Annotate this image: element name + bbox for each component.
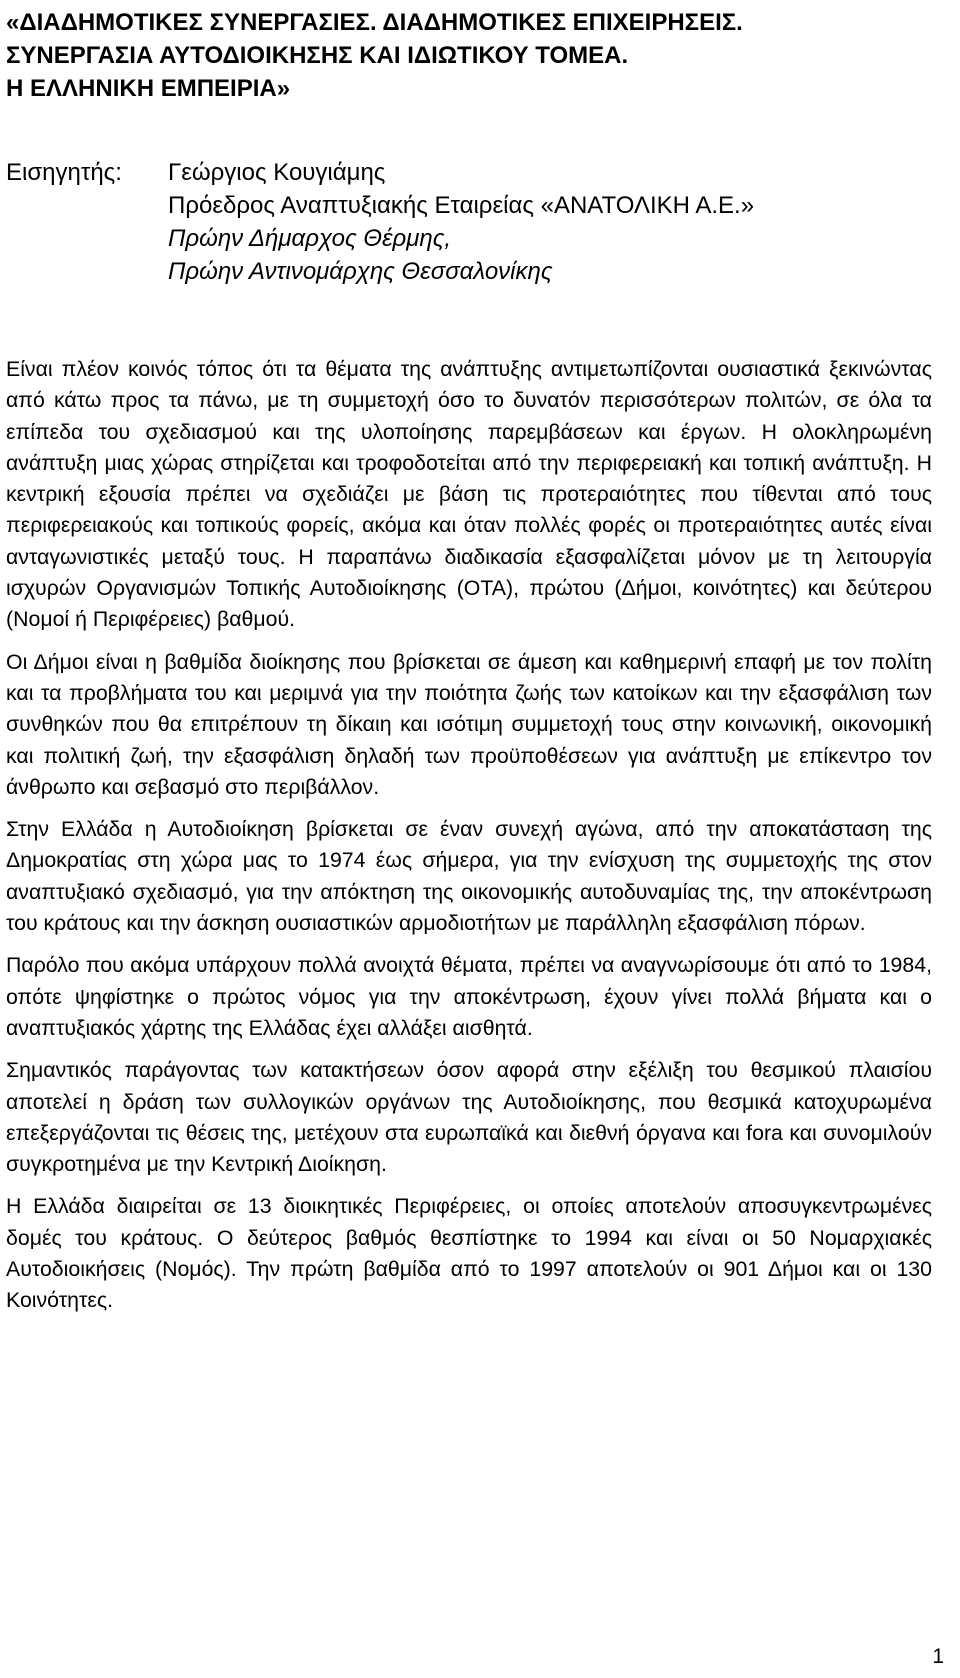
title-line-2: ΣΥΝΕΡΓΑΣΙΑ ΑΥΤΟΔΙΟΙΚΗΣΗΣ ΚΑΙ ΙΔΙΩΤΙΚΟΥ ΤΟΜΕΑ. — [6, 42, 629, 69]
title-line-1: «ΔΙΑΔΗΜΟΤΙΚΕΣ ΣΥΝΕΡΓΑΣΙΕΣ. ΔΙΑΔΗΜΟΤΙΚΕΣ ΕΠΙΧΕΙΡΗΣΕΙΣ. — [6, 9, 743, 36]
title-line-3: Η ΕΛΛΗΝΙΚΗ ΕΜΠΕΙΡΙΑ» — [6, 75, 291, 102]
document-title — [6, 6, 946, 105]
document-body — [6, 354, 932, 1328]
paragraph: Παρόλο που ακόμα υπάρχουν πολλά ανοιχτά θέματα, πρέπει να αναγνωρίσουμε ότι από το 1984, οπότε ψηφίστηκε ο πρώτος νόμος για την αποκέντρωση, έχουν γίνει πολλά βήματα και ο αναπτυξιακός χάρτης της Ελλάδας έχει αλλάξει αισθητά. — [6, 953, 932, 1040]
speaker-role-1: Πρόεδρος Αναπτυξιακής Εταιρείας «ΑΝΑΤΟΛΙΚΗ Α.Ε.» — [168, 192, 755, 219]
speaker-role-2: Πρώην Δήμαρχος Θέρμης, — [168, 225, 452, 252]
paragraph: Σημαντικός παράγοντας των κατακτήσεων όσον αφορά στην εξέλιξη του θεσμικού πλαισίου αποτελεί η δράση των συλλογικών οργάνων της Αυτοδιοίκησης, που θεσμικά κατοχυρωμένα επεξεργάζονται τις θέσεις της, μετέχουν στα ευρωπαϊκά και διεθνή όργανα και fora και συνομιλούν συγκροτημένα με την Κεντρική Διοίκηση. — [6, 1058, 932, 1177]
speaker-role-3: Πρώην Αντινομάρχης Θεσσαλονίκης — [168, 258, 553, 285]
paragraph: Οι Δήμοι είναι η βαθμίδα διοίκησης που βρίσκεται σε άμεση και καθημερινή επαφή με τον πολίτη και τα προβλήματα του και μεριμνά για την ποιότητα ζωής των κατοίκων και την εξασφάλιση των συνθηκών που θα επιτρέπουν τη δίκαιη και ισότιμη συμμετοχή τους στην κοινωνική, οικονομική και πολιτική ζωή, την εξασφάλιση δηλαδή των προϋποθέσεων για ανάπτυξη με επίκεντρο τον άνθρωπο και σεβασμό στο περιβάλλον. — [6, 649, 932, 799]
paragraph: Είναι πλέον κοινός τόπος ότι τα θέματα της ανάπτυξης αντιμετωπίζονται ουσιαστικά ξεκινώντας από κάτω προς τα πάνω, με τη συμμετοχή όσο το δυνατόν περισσότερων πολιτών, σε όλα τα επίπεδα του σχεδιασμού και της υλοποίησης παρεμβάσεων και έργων. Η ολοκληρωμένη ανάπτυξη μιας χώρας στηρίζεται και τροφοδοτείται από την περιφερειακή και τοπική ανάπτυξη. Η κεντρική εξουσία πρέπει να σχεδιάζει με βάση τις προτεραιότητες που τίθενται από τους περιφερειακούς και τοπικούς φορείς, ακόμα και όταν πολλές φορές οι προτεραιότητες αυτές είναι ανταγωνιστικές μεταξύ τους. Η παραπάνω διαδικασία εξασφαλίζεται μόνον με τη λειτουργία ισχυρών Οργανισμών Τοπικής Αυτοδιοίκησης (ΟΤΑ), πρώτου (Δήμοι, κοινότητες) και δεύτερου (Νομοί ή Περιφέρειες) βαθμού. — [6, 357, 932, 632]
page-number: 1 — [932, 1645, 944, 1668]
speaker-label: Εισηγητής: — [6, 159, 122, 186]
speaker-name: Γεώργιος Κουγιάμης — [168, 159, 386, 186]
paragraph: Στην Ελλάδα η Αυτοδιοίκηση βρίσκεται σε έναν συνεχή αγώνα, από την αποκατάσταση της Δημοκρατίας στη χώρα μας το 1974 έως σήμερα, για την ενίσχυση της συμμετοχής της στον αναπτυξιακό σχεδιασμό, για την απόκτηση της οικονομικής αυτοδυναμίας της, την αποκέντρωση του κράτους και την άσκηση ουσιαστικών αρμοδιοτήτων με παράλληλη εξασφάλιση πόρων. — [6, 817, 932, 936]
speaker-details — [168, 156, 948, 288]
paragraph: Η Ελλάδα διαιρείται σε 13 διοικητικές Περιφέρειες, οι οποίες αποτελούν αποσυγκεντρωμένες δομές του κράτους. Ο δεύτερος βαθμός θεσπίστηκε το 1994 και είναι οι 50 Νομαρχιακές Αυτοδιοικήσεις (Νομός). Την πρώτη βαθμίδα από το 1997 αποτελούν οι 901 Δήμοι και οι 130 Κοινότητες. — [6, 1194, 932, 1313]
